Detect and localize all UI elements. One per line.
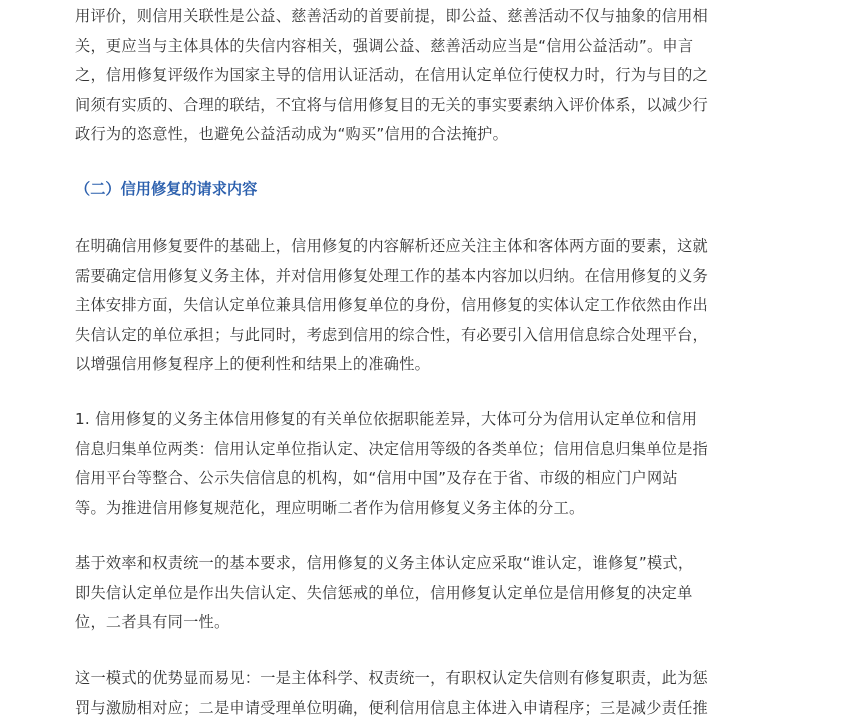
text-line: 1. 信用修复的义务主体信用修复的有关单位依据职能差异，大体可分为信用认定单位和信用	[75, 410, 698, 428]
text-line: 间须有实质的、合理的联结，不宜将与信用修复目的无关的事实要素纳入评价体系，以减少行	[75, 95, 708, 114]
section-heading: （二）信用修复的请求内容	[75, 180, 258, 198]
paragraph-obligation-subject	[75, 405, 765, 523]
text-line: 之，信用修复评级作为国家主导的信用认证活动，在信用认定单位行使权力时，行为与目的之	[75, 66, 708, 85]
text-line: 即失信认定单位是作出失信认定、失信惩戒的单位，信用修复认定单位是信用修复的决定单	[75, 583, 693, 602]
text-line: 等。为推进信用修复规范化，理应明晰二者作为信用修复义务主体的分工。	[75, 498, 585, 517]
text-line: 用评价，则信用关联性是公益、慈善活动的首要前提，即公益、慈善活动不仅与抽象的信用相	[75, 7, 708, 25]
text-line: 政行为的恣意性，也避免公益活动成为“购买”信用的合法掩护。	[75, 125, 509, 144]
text-line: 信息归集单位两类：信用认定单位指认定、决定信用等级的各类单位；信用信息归集单位是指	[75, 439, 708, 458]
paragraph-who-identifies	[75, 549, 765, 638]
text-line: 基于效率和权责统一的基本要求，信用修复的义务主体认定应采取“谁认定，谁修复”模式，	[75, 554, 694, 572]
paragraph-requirements	[75, 232, 765, 380]
text-line: 主体安排方面，失信认定单位兼具信用修复单位的身份，信用修复的实体认定工作依然由作出	[75, 296, 708, 315]
text-line: 在明确信用修复要件的基础上，信用修复的内容解析还应关注主体和客体两方面的要素，这就	[75, 237, 708, 255]
text-line: 位，二者具有同一性。	[75, 613, 230, 632]
paragraph-advantages	[75, 664, 765, 723]
text-line: 以增强信用修复程序上的便利性和结果上的准确性。	[75, 355, 431, 374]
text-line: 信用平台等整合、公示失信信息的机构，如“信用中国”及存在于省、市级的相应门户网站	[75, 469, 678, 488]
text-line: 需要确定信用修复义务主体，并对信用修复处理工作的基本内容加以归纳。在信用修复的义务	[75, 266, 708, 285]
text-line: 罚与激励相对应；二是申请受理单位明确，便利信用信息主体进入申请程序；三是减少责任推	[75, 698, 708, 717]
paragraph-intro	[75, 2, 765, 150]
text-line: 这一模式的优势显而易见：一是主体科学、权责统一，有职权认定失信则有修复职责，此为惩	[75, 669, 708, 687]
text-line: 关，更应当与主体具体的失信内容相关，强调公益、慈善活动应当是“信用公益活动”。申言	[75, 36, 694, 55]
text-line: 失信认定的单位承担；与此同时，考虑到信用的综合性，有必要引入信用信息综合处理平台，	[75, 325, 708, 344]
